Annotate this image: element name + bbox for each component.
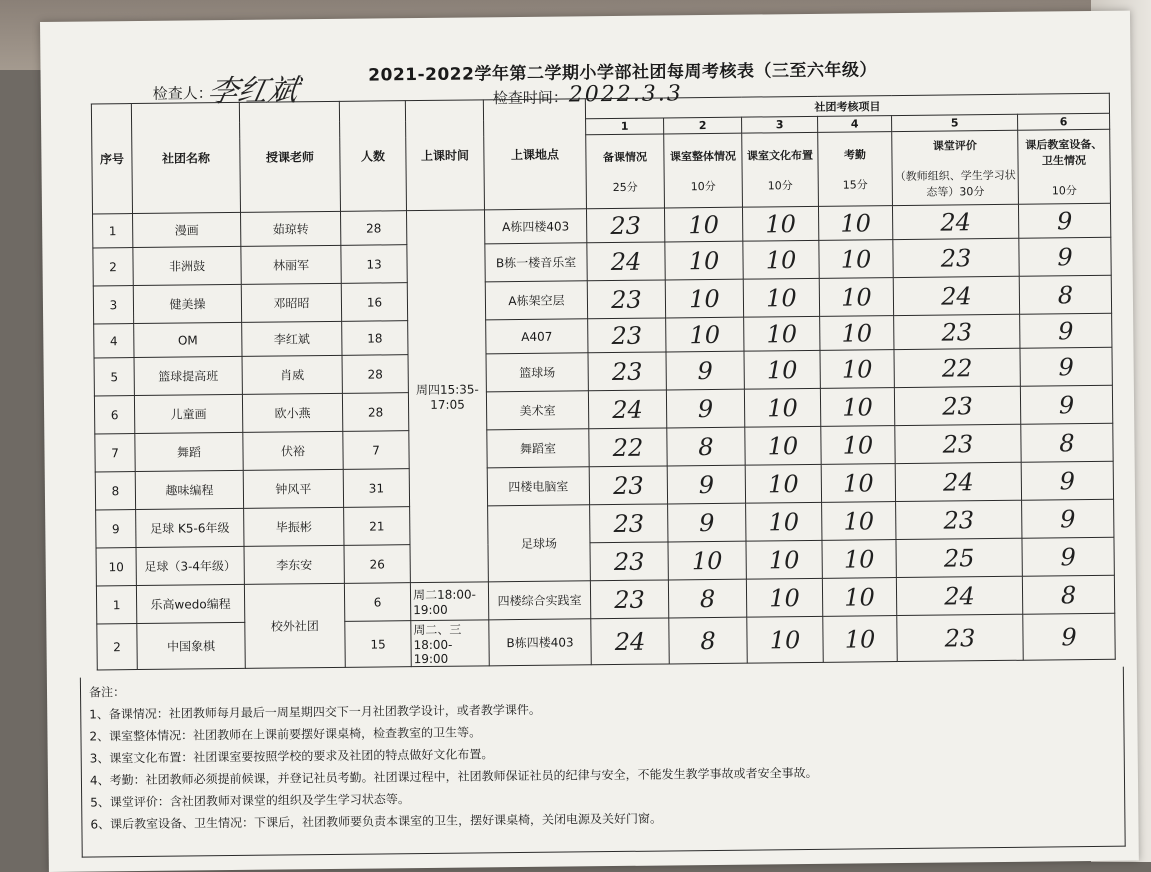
row-number: 2 bbox=[97, 624, 137, 670]
score-cell: 8 bbox=[1021, 423, 1113, 462]
criterion-number: 5 bbox=[892, 114, 1018, 131]
row-number: 2 bbox=[93, 248, 133, 286]
score-cell: 23 bbox=[893, 238, 1019, 277]
class-location: 四楼电脑室 bbox=[487, 467, 589, 506]
header-place: 上课地点 bbox=[483, 99, 586, 210]
score-cell: 10 bbox=[822, 502, 896, 541]
member-count: 7 bbox=[343, 431, 409, 470]
header-no: 序号 bbox=[91, 104, 132, 214]
score-cell: 10 bbox=[823, 616, 897, 663]
score-cell: 23 bbox=[589, 466, 667, 505]
score-cell: 9 bbox=[668, 503, 746, 542]
score-cell: 9 bbox=[666, 351, 744, 390]
check-time-value: 2022.3.3 bbox=[568, 81, 683, 108]
score-cell: 24 bbox=[587, 242, 665, 281]
score-cell: 23 bbox=[590, 504, 668, 543]
criterion-cell bbox=[742, 132, 819, 207]
score-cell: 24 bbox=[895, 462, 1021, 501]
score-cell: 10 bbox=[666, 317, 744, 352]
class-time: 周四15:35-17:05 bbox=[406, 210, 488, 583]
score-cell: 9 bbox=[1020, 347, 1112, 386]
score-cell: 10 bbox=[821, 464, 895, 503]
teacher-name: 毕振彬 bbox=[244, 507, 344, 546]
notes-section bbox=[80, 667, 1126, 858]
row-number: 9 bbox=[96, 510, 136, 548]
score-cell: 9 bbox=[1023, 613, 1115, 660]
member-count: 6 bbox=[344, 583, 410, 622]
member-count: 16 bbox=[341, 283, 407, 322]
criterion-cell bbox=[586, 134, 665, 209]
class-location: 美术室 bbox=[486, 391, 588, 430]
club-name: 乐高wedo编程 bbox=[136, 584, 244, 623]
score-cell: 23 bbox=[586, 208, 664, 243]
row-number: 8 bbox=[95, 472, 135, 510]
row-number: 1 bbox=[93, 214, 133, 248]
score-cell: 9 bbox=[1019, 237, 1111, 276]
criterion-name: 课室文化布置 bbox=[746, 148, 814, 163]
score-cell: 24 bbox=[896, 576, 1022, 615]
criterion-cell bbox=[664, 133, 743, 208]
score-cell: 9 bbox=[1020, 385, 1112, 424]
note-item: 2、课室整体情况：社团教师在上课前要摆好课桌椅，检查教室的卫生等。 bbox=[89, 725, 482, 744]
row-number: 5 bbox=[94, 358, 134, 396]
class-location: B栋一楼音乐室 bbox=[485, 243, 587, 282]
score-cell: 10 bbox=[745, 426, 821, 465]
score-cell: 10 bbox=[742, 206, 818, 241]
class-time: 周二、三18:00-19:00 bbox=[411, 620, 489, 667]
teacher-name: 邓昭昭 bbox=[241, 283, 341, 322]
sheet-title: 2021-2022学年第二学期小学部社团每周考核表（三至六年级） bbox=[368, 60, 877, 86]
club-name: 健美操 bbox=[133, 284, 241, 323]
class-time: 周二18:00-19:00 bbox=[410, 582, 488, 621]
score-cell: 9 bbox=[667, 465, 745, 504]
score-cell: 23 bbox=[588, 352, 666, 391]
score-cell: 22 bbox=[894, 348, 1020, 387]
teacher-name: 李东安 bbox=[244, 545, 344, 584]
criterion-cell bbox=[892, 130, 1019, 205]
header-count: 人数 bbox=[339, 101, 406, 212]
score-cell: 10 bbox=[743, 240, 819, 279]
score-cell: 23 bbox=[587, 280, 665, 319]
criterion-cell bbox=[818, 132, 893, 207]
score-cell: 10 bbox=[744, 316, 820, 351]
club-name: 非洲鼓 bbox=[133, 246, 241, 285]
score-cell: 10 bbox=[746, 540, 822, 579]
header-time: 上课时间 bbox=[405, 100, 484, 211]
row-number: 3 bbox=[93, 286, 133, 324]
row-number: 4 bbox=[94, 324, 134, 358]
member-count: 21 bbox=[344, 507, 410, 546]
club-name: OM bbox=[134, 322, 242, 357]
member-count: 18 bbox=[342, 321, 408, 356]
member-count: 13 bbox=[341, 245, 407, 284]
teacher-name: 林丽军 bbox=[241, 245, 341, 284]
score-cell: 10 bbox=[822, 578, 896, 617]
score-cell: 8 bbox=[1019, 275, 1111, 314]
score-cell: 10 bbox=[820, 388, 894, 427]
header-teacher: 授课老师 bbox=[239, 101, 340, 212]
score-cell: 23 bbox=[895, 424, 1021, 463]
score-cell: 10 bbox=[820, 350, 894, 389]
score-cell: 10 bbox=[665, 241, 743, 280]
score-cell: 9 bbox=[1022, 537, 1114, 576]
score-cell: 9 bbox=[666, 389, 744, 428]
assessment-table bbox=[91, 93, 1116, 671]
score-cell: 10 bbox=[746, 502, 822, 541]
member-count: 26 bbox=[344, 545, 410, 584]
row-number: 7 bbox=[95, 434, 135, 472]
score-cell: 10 bbox=[746, 578, 822, 617]
club-name: 足球（3-4年级） bbox=[136, 546, 244, 585]
score-cell: 10 bbox=[744, 388, 820, 427]
score-cell: 9 bbox=[1022, 499, 1114, 538]
club-name: 篮球提高班 bbox=[134, 356, 242, 395]
score-cell: 10 bbox=[665, 279, 743, 318]
score-cell: 10 bbox=[747, 616, 823, 663]
score-cell: 10 bbox=[664, 207, 742, 242]
score-cell: 24 bbox=[892, 204, 1018, 239]
score-cell: 9 bbox=[1021, 461, 1113, 500]
header-club: 社团名称 bbox=[131, 102, 240, 213]
teacher-name: 肖威 bbox=[242, 355, 342, 394]
criterion-score: 10分 bbox=[767, 178, 793, 192]
club-name: 趣味编程 bbox=[135, 470, 243, 509]
criterion-name: 课室整体情况 bbox=[669, 149, 737, 163]
teacher-name: 茹琼转 bbox=[241, 211, 341, 246]
member-count: 31 bbox=[343, 469, 409, 508]
note-item: 6、课后教室设备、卫生情况：下课后，社团教师要负责本课室的卫生，摆好课桌椅，关闭电源及关好门窗。 bbox=[90, 811, 663, 832]
criterion-score: （教师组织、学生学习状态等）30分 bbox=[894, 168, 1016, 199]
row-number: 6 bbox=[94, 396, 134, 434]
class-location: 舞蹈室 bbox=[487, 429, 589, 468]
teacher-name: 欧小燕 bbox=[242, 393, 342, 432]
score-cell: 10 bbox=[819, 278, 893, 317]
score-cell: 23 bbox=[588, 318, 666, 353]
class-location: 四楼综合实践室 bbox=[488, 581, 590, 620]
note-item: 1、备课情况：社团教师每月最后一周星期四交下一月社团教学设计，或者教学课件。 bbox=[89, 702, 541, 722]
criterion-number: 4 bbox=[818, 116, 892, 133]
score-cell: 23 bbox=[894, 314, 1020, 349]
score-cell: 10 bbox=[822, 540, 896, 579]
score-cell: 10 bbox=[668, 541, 746, 580]
member-count: 28 bbox=[342, 355, 408, 394]
club-name: 中国象棋 bbox=[137, 622, 245, 669]
class-location: B栋四楼403 bbox=[489, 619, 591, 666]
class-location: 篮球场 bbox=[486, 353, 588, 392]
criterion-name: 课后教室设备、卫生情况 bbox=[1025, 137, 1103, 168]
inspector-label: 检查人： bbox=[152, 84, 213, 103]
club-name: 舞蹈 bbox=[135, 432, 243, 471]
score-cell: 23 bbox=[897, 614, 1023, 661]
club-name: 儿童画 bbox=[134, 394, 242, 433]
member-count: 28 bbox=[340, 211, 406, 246]
score-cell: 22 bbox=[589, 428, 667, 467]
header-assessment: 社团考核项目 bbox=[585, 93, 1109, 118]
criterion-number: 2 bbox=[664, 117, 742, 134]
row-number: 10 bbox=[96, 548, 136, 586]
score-cell: 9 bbox=[1020, 313, 1112, 348]
score-cell: 24 bbox=[591, 618, 669, 665]
criterion-number: 6 bbox=[1018, 113, 1110, 130]
class-location: A栋架空层 bbox=[485, 281, 587, 320]
criterion-score: 10分 bbox=[1051, 183, 1077, 197]
criterion-number: 1 bbox=[586, 118, 664, 135]
club-name: 漫画 bbox=[133, 212, 241, 247]
criterion-name: 备课情况 bbox=[602, 150, 648, 164]
class-location: A栋四楼403 bbox=[484, 209, 586, 244]
class-location: 足球场 bbox=[488, 505, 591, 582]
teacher-name: 钟风平 bbox=[243, 469, 343, 508]
class-location: A407 bbox=[486, 319, 588, 354]
score-cell: 23 bbox=[590, 580, 668, 619]
criterion-name: 课堂评价 bbox=[932, 138, 977, 153]
note-item: 3、课室文化布置：社团课室要按照学校的要求及社团的特点做好文化布置。 bbox=[89, 747, 494, 766]
score-cell: 8 bbox=[668, 579, 746, 618]
score-cell: 9 bbox=[1018, 203, 1110, 238]
note-item: 4、考勤：社团教师必须提前候课，并登记社员考勤。社团课过程中，社团教师保证社员的纪律与安全，不能发生教学事故或者安全事故。 bbox=[89, 765, 818, 788]
criterion-cell bbox=[1018, 129, 1111, 204]
teacher-name: 李红斌 bbox=[242, 321, 342, 356]
score-cell: 8 bbox=[667, 427, 745, 466]
assessment-sheet bbox=[40, 11, 1139, 872]
score-cell: 23 bbox=[896, 500, 1022, 539]
score-cell: 10 bbox=[819, 240, 893, 279]
row-number: 1 bbox=[96, 586, 136, 624]
criterion-number: 3 bbox=[742, 116, 818, 133]
score-cell: 24 bbox=[893, 276, 1019, 315]
criterion-name: 考勤 bbox=[843, 147, 866, 162]
score-cell: 25 bbox=[896, 538, 1022, 577]
club-name: 足球 K5-6年级 bbox=[136, 508, 244, 547]
member-count: 15 bbox=[345, 621, 411, 668]
inspector-signature: 李红斌 bbox=[204, 73, 302, 110]
score-cell: 23 bbox=[590, 542, 668, 581]
score-cell: 10 bbox=[818, 206, 892, 241]
score-cell: 23 bbox=[894, 386, 1020, 425]
score-cell: 10 bbox=[745, 464, 821, 503]
member-count: 28 bbox=[342, 393, 408, 432]
score-cell: 10 bbox=[744, 350, 820, 389]
criterion-score: 10分 bbox=[690, 179, 716, 193]
score-cell: 10 bbox=[820, 316, 894, 351]
score-cell: 8 bbox=[1022, 575, 1114, 614]
teacher-name: 校外社团 bbox=[244, 583, 345, 668]
score-cell: 24 bbox=[588, 390, 666, 429]
score-cell: 10 bbox=[821, 426, 895, 465]
criterion-score: 25分 bbox=[612, 180, 638, 194]
check-time-label: 检查时间： bbox=[492, 88, 568, 108]
score-cell: 10 bbox=[743, 278, 819, 317]
notes-heading: 备注： bbox=[88, 685, 126, 700]
score-cell: 8 bbox=[669, 617, 747, 664]
criterion-score: 15分 bbox=[842, 177, 868, 192]
teacher-name: 伏裕 bbox=[243, 431, 343, 470]
note-item: 5、课堂评价：含社团教师对课堂的组织及学生学习状态等。 bbox=[90, 792, 410, 810]
table-body bbox=[91, 93, 1115, 670]
